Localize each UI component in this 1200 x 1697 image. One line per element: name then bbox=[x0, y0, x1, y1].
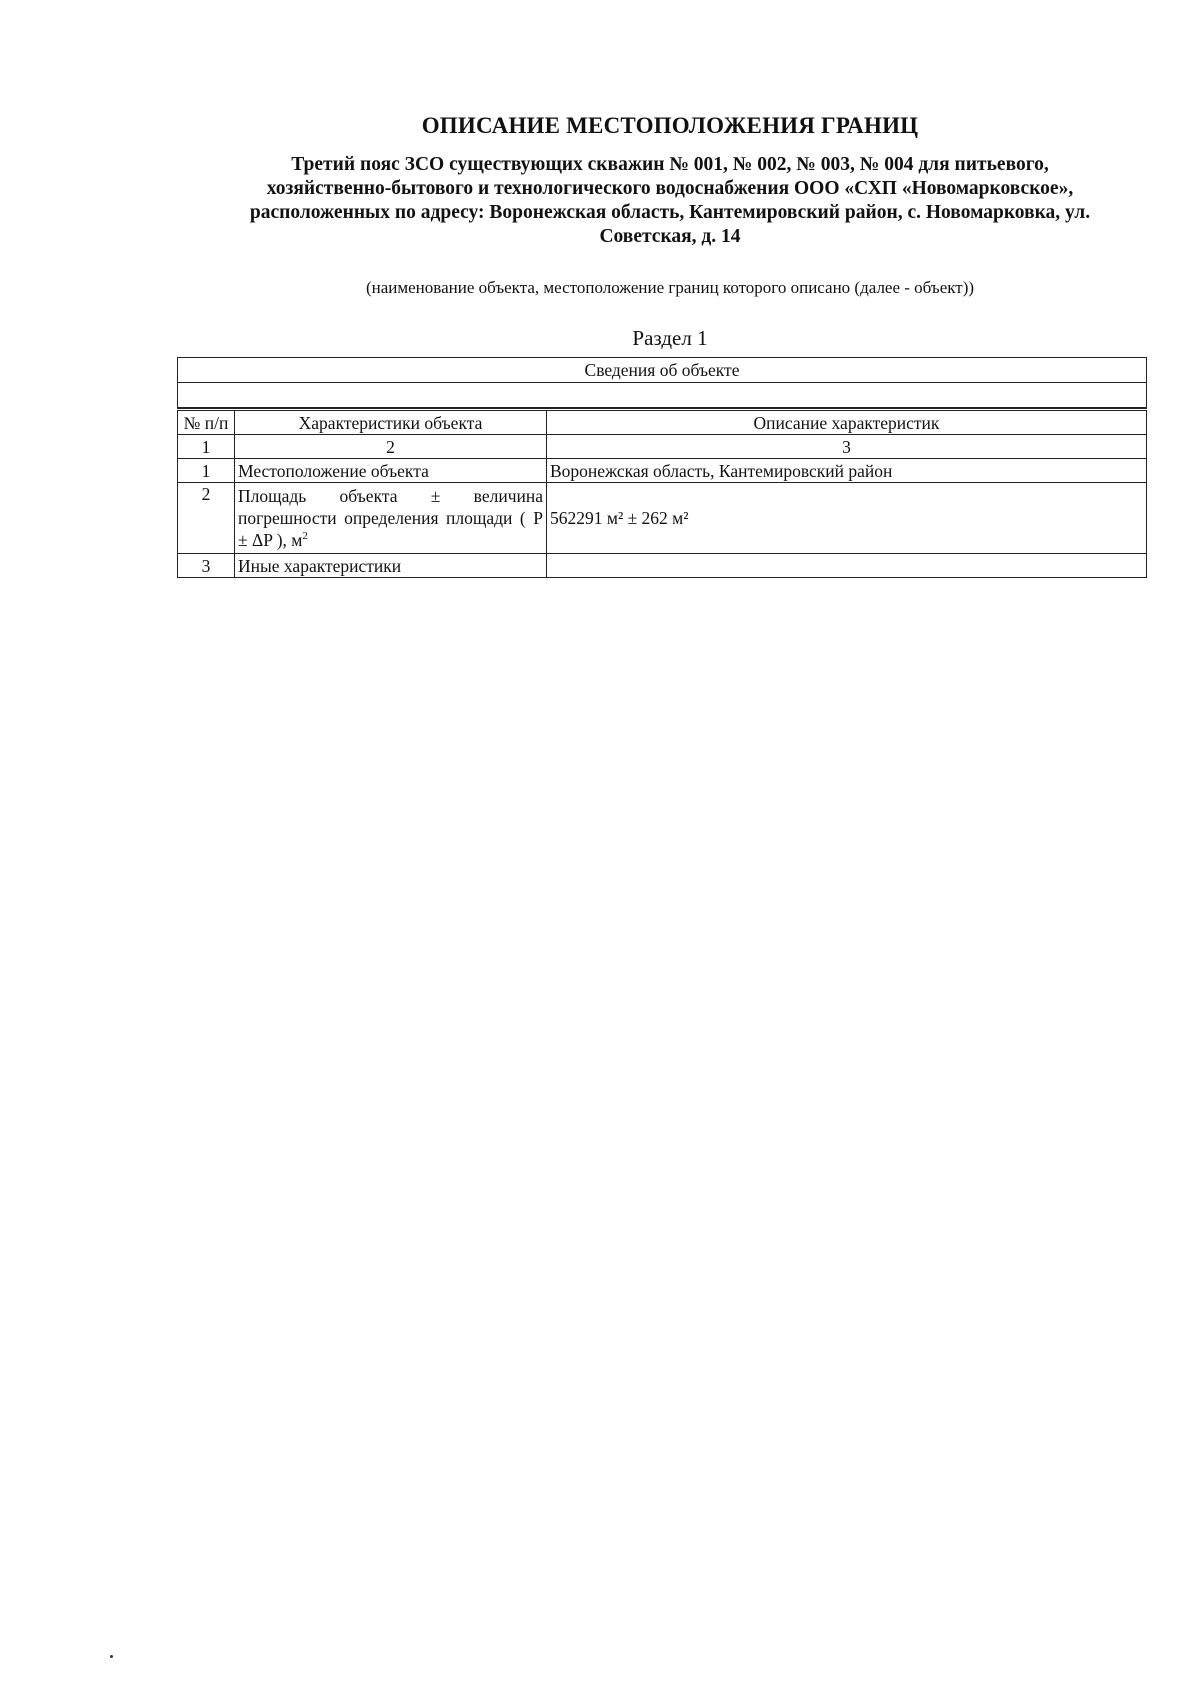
row-description-cell bbox=[547, 554, 1147, 578]
table-row bbox=[178, 483, 1147, 554]
table-row bbox=[178, 459, 1147, 483]
row-characteristic-text: Площадь объекта ± величина погрешности определения площади ( P ± ΔP ), м bbox=[238, 486, 543, 550]
row-characteristic-cell bbox=[235, 483, 547, 554]
object-caption: (наименование объекта, местоположение границ которого описано (далее - объект)) bbox=[365, 278, 975, 297]
column-number-cell: 3 bbox=[547, 435, 1147, 459]
section-title: Раздел 1 bbox=[632, 326, 708, 350]
object-name bbox=[175, 153, 1165, 249]
object-name-line: Третий пояс ЗСО существующих скважин № 001, № 002, № 003, № 004 для питьевого, bbox=[291, 154, 1049, 175]
header-cell-description: Описание характеристик bbox=[547, 411, 1147, 435]
header-cell-characteristic: Характеристики объекта bbox=[235, 411, 547, 435]
row-num-cell: 2 bbox=[178, 483, 235, 554]
object-name-line: расположенных по адресу: Воронежская область, Кантемировский район, с. Новомарковка, ул. bbox=[249, 202, 1091, 223]
row-description-cell: Воронежская область, Кантемировский район bbox=[547, 459, 1147, 483]
table-title-frame bbox=[177, 357, 1147, 409]
row-characteristic-cell: Иные характеристики bbox=[235, 554, 547, 578]
table-title-spacer bbox=[178, 383, 1146, 408]
row-num-cell: 3 bbox=[178, 554, 235, 578]
column-number-cell: 1 bbox=[178, 435, 235, 459]
object-info-table bbox=[177, 410, 1147, 578]
row-characteristic-cell: Местоположение объекта bbox=[235, 459, 547, 483]
document-title: ОПИСАНИЕ МЕСТОПОЛОЖЕНИЯ ГРАНИЦ bbox=[421, 113, 919, 138]
column-numbers-row bbox=[178, 435, 1147, 459]
object-name-line: хозяйственно-бытового и технологического водоснабжения ООО «СХП «Новомарковское», bbox=[266, 178, 1074, 199]
header-cell-num: № п/п bbox=[178, 411, 235, 435]
scan-speck bbox=[110, 1655, 113, 1658]
row-description-cell: 562291 м² ± 262 м² bbox=[547, 483, 1147, 554]
table-row bbox=[178, 554, 1147, 578]
table-header-row bbox=[178, 411, 1147, 435]
table-title: Сведения об объекте bbox=[178, 358, 1146, 383]
object-name-line: Советская, д. 14 bbox=[599, 226, 741, 247]
row-num-cell: 1 bbox=[178, 459, 235, 483]
superscript: 2 bbox=[302, 530, 308, 543]
column-number-cell: 2 bbox=[235, 435, 547, 459]
